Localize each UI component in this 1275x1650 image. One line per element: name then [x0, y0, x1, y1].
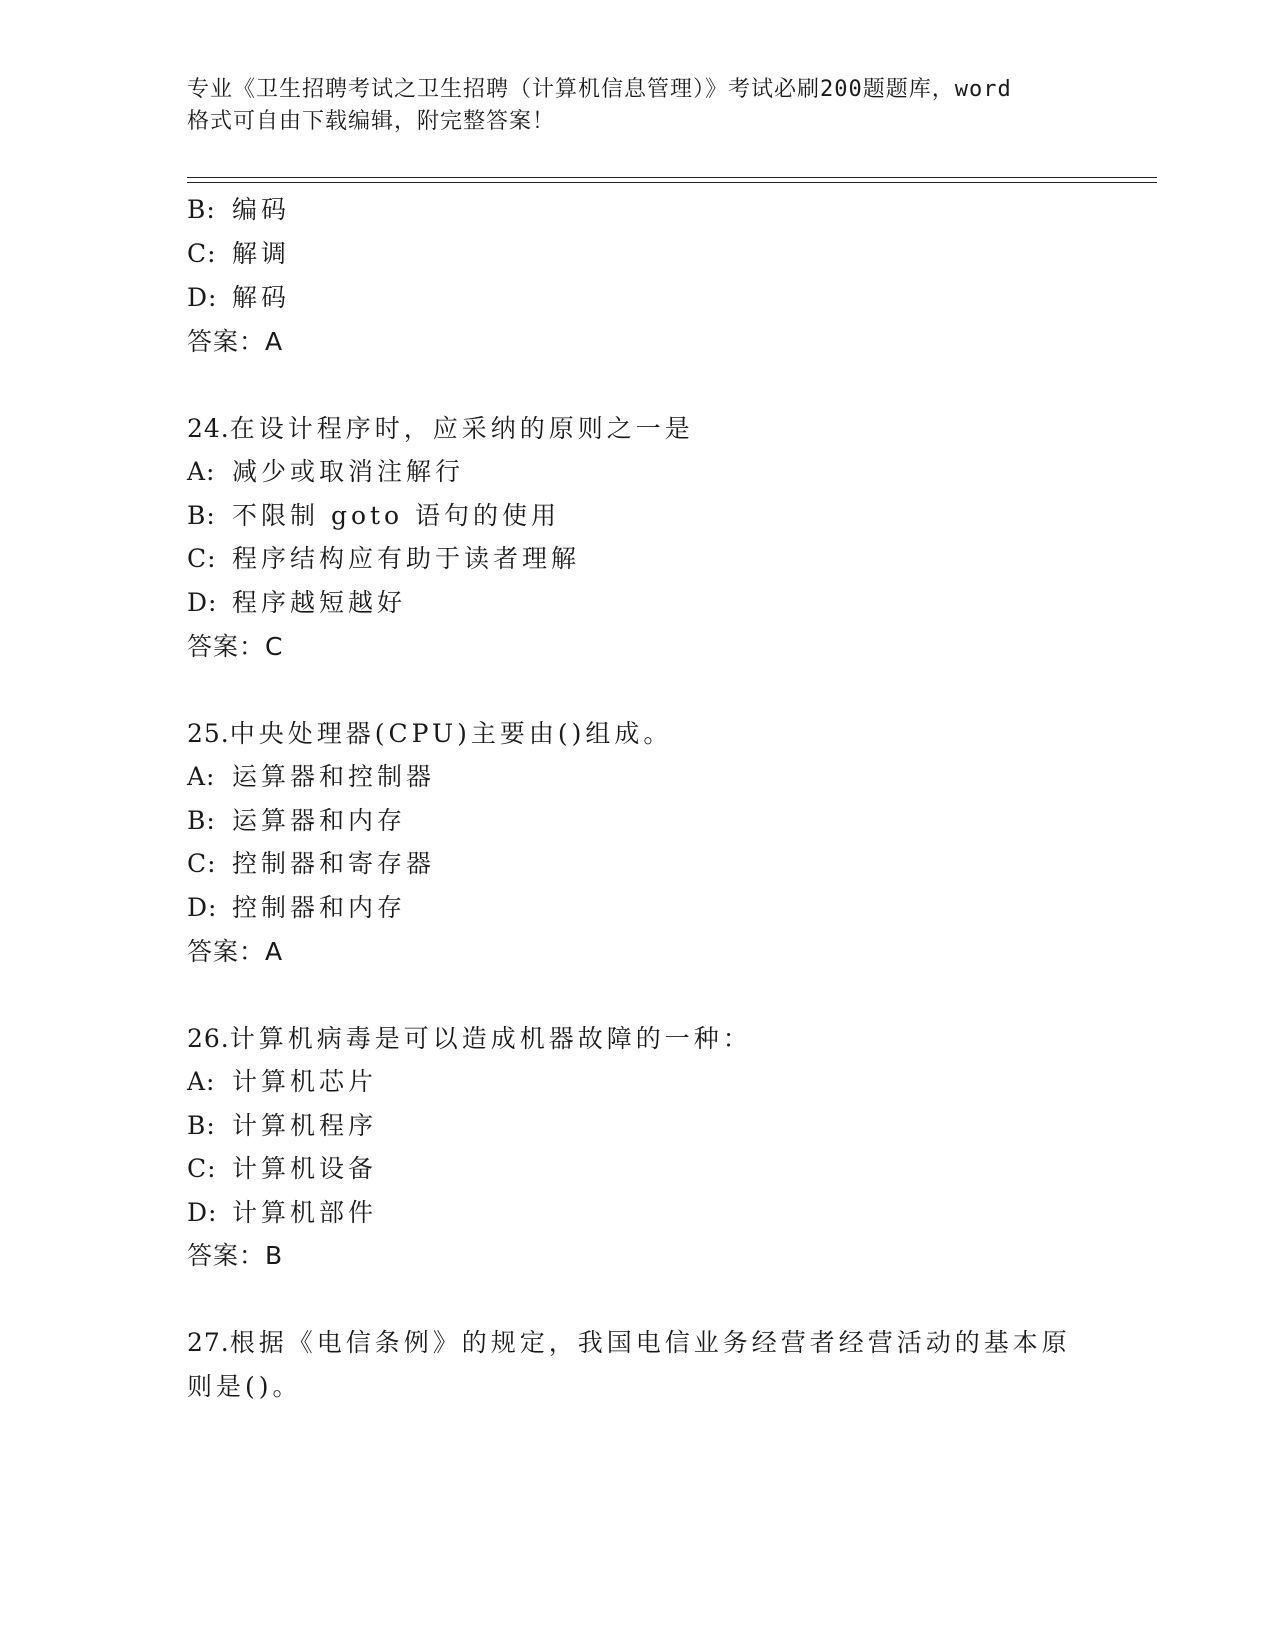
option-text: 解码 [232, 283, 291, 312]
option-label: B: [187, 806, 216, 835]
option-text: 控制器和内存 [232, 893, 407, 922]
option-a [187, 1065, 377, 1099]
header-line-2: 格式可自由下载编辑，附完整答案！ [187, 109, 556, 134]
option-label: C: [187, 239, 217, 268]
option-c [187, 847, 435, 881]
option-d [187, 891, 406, 925]
option-text: 不限制 goto 语句的使用 [232, 501, 561, 530]
option-c [187, 237, 290, 271]
question-text: 在设计程序时，应采纳的原则之一是 [229, 414, 694, 443]
header-rule-bottom [187, 182, 1157, 183]
option-b [187, 499, 560, 533]
question-text: 根据《电信条例》的规定，我国电信业务经营者经营活动的基本原 [229, 1328, 1071, 1357]
option-text: 计算机部件 [232, 1198, 378, 1227]
option-text: 编码 [232, 195, 291, 224]
option-label: D: [187, 588, 218, 617]
option-c [187, 1152, 377, 1186]
question-text: 计算机病毒是可以造成机器故障的一种： [229, 1024, 752, 1053]
answer-line: 答案：C [187, 632, 284, 661]
option-b [187, 804, 406, 838]
question-number: 25. [187, 719, 230, 748]
option-label: D: [187, 283, 218, 312]
option-label: A: [187, 1067, 216, 1096]
option-label: C: [187, 849, 217, 878]
question-27-stem-continuation: 则是()。 [187, 1372, 302, 1401]
option-text: 减少或取消注解行 [232, 457, 465, 486]
option-label: C: [187, 544, 217, 573]
question-number: 26. [187, 1024, 230, 1053]
answer-line: 答案：A [187, 327, 284, 356]
option-label: B: [187, 501, 216, 530]
question-27-stem [187, 1326, 1071, 1360]
option-label: D: [187, 893, 218, 922]
option-a [187, 455, 464, 489]
question-26-stem [187, 1022, 752, 1056]
option-text: 程序结构应有助于读者理解 [232, 544, 581, 573]
question-number: 27. [187, 1328, 230, 1357]
option-text: 计算机设备 [232, 1154, 378, 1183]
option-text: 解调 [232, 239, 291, 268]
option-text: 计算机程序 [232, 1111, 378, 1140]
option-d [187, 1196, 377, 1230]
question-text: 中央处理器(CPU)主要由()组成。 [229, 719, 673, 748]
answer-line: 答案：B [187, 1241, 284, 1270]
option-text: 程序越短越好 [232, 588, 407, 617]
header-rule-top [187, 177, 1157, 178]
option-b [187, 1109, 377, 1143]
option-c [187, 542, 580, 576]
option-a [187, 760, 435, 794]
option-label: A: [187, 457, 216, 486]
option-text: 计算机芯片 [232, 1067, 378, 1096]
option-label: B: [187, 195, 216, 224]
option-label: B: [187, 1111, 216, 1140]
option-label: D: [187, 1198, 218, 1227]
document-header [187, 74, 1087, 138]
question-24-stem [187, 412, 694, 446]
option-label: C: [187, 1154, 217, 1183]
option-d [187, 586, 406, 620]
option-d [187, 281, 290, 315]
option-text: 运算器和控制器 [232, 762, 436, 791]
header-line-1: 专业《卫生招聘考试之卫生招聘（计算机信息管理）》考试必刷200题题库，word [187, 77, 1012, 102]
option-b [187, 193, 290, 227]
answer-line: 答案：A [187, 937, 284, 966]
option-label: A: [187, 762, 216, 791]
question-number: 24. [187, 414, 230, 443]
option-text: 运算器和内存 [232, 806, 407, 835]
question-25-stem [187, 717, 672, 751]
option-text: 控制器和寄存器 [232, 849, 436, 878]
